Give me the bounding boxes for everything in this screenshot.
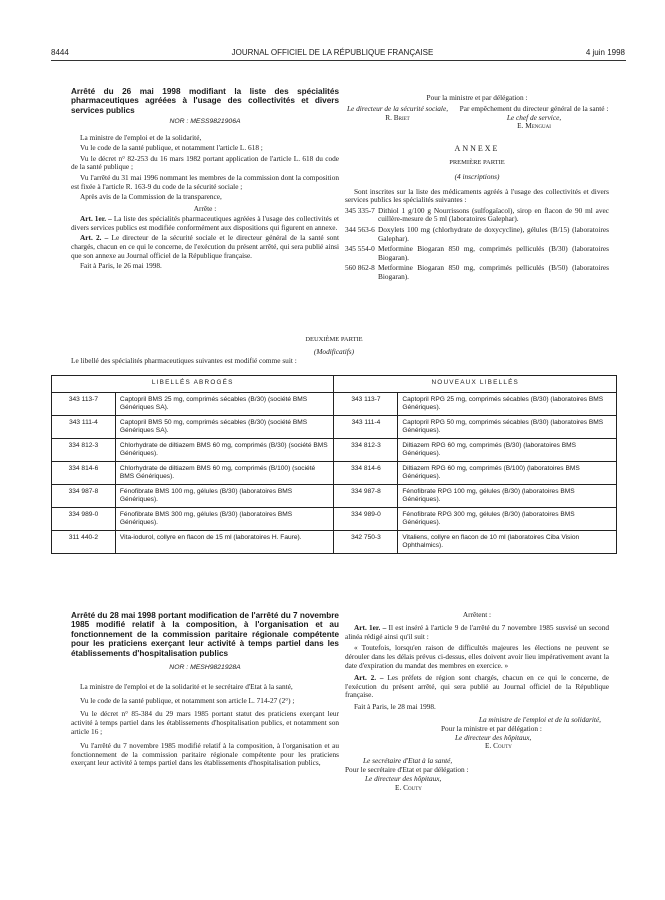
- sig1-intro: Pour la ministre et par délégation :: [426, 93, 528, 102]
- old-label-cell: Vita-iodurol, collyre en flacon de 15 ml (laboratoires H. Faure).: [115, 531, 334, 554]
- sig1-block: [345, 105, 609, 131]
- old-label-cell: Captopril BMS 25 mg, comprimés sécables (B/30) (société BMS Génériques SA).: [115, 393, 334, 416]
- new-code-cell: 343 111-4: [334, 416, 398, 439]
- annexe-title: ANNEXE: [454, 144, 500, 154]
- new-code-cell: 334 987-8: [334, 485, 398, 508]
- new-label-cell: Vitaliens, collyre en flacon de 10 ml (laboratoires Ciba Vision Ophthalmics).: [398, 531, 617, 554]
- arrete-1-title: Arrêté du 26 mai 1998 modifiant la liste des spécialités pharmaceutiques agréées à l'usage des collectivités et divers services publics: [71, 87, 339, 115]
- list-item: 345 554-0 Metformine Biogaran 850 mg, comprimés pelliculés (B/30) (laboratoires Biogaran).: [345, 243, 609, 262]
- art1-label: Art. 1er. –: [354, 622, 387, 632]
- new-label-cell: Captopril RPG 50 mg, comprimés sécables (B/30) (laboratoires BMS Génériques).: [398, 416, 617, 439]
- annexe-part2: DEUXIÈME PARTIE: [305, 336, 363, 343]
- annexe-part1-sub: (4 inscriptions): [454, 171, 500, 181]
- arrete-28-mai: [71, 611, 339, 770]
- arrete-2-quote: « Toutefois, lorsqu'en raison de difficultés majeures les élections ne peuvent se dérouler dans les délais prévus ci-dessus, elles doivent avoir lieu impérativement avant la date d'expiration du mandat des membres en exercice. »: [345, 643, 609, 670]
- arrete-1-art2: [71, 234, 339, 260]
- header-rule: [51, 60, 626, 61]
- arrete-1-art1: [71, 215, 339, 233]
- old-code-cell: 343 113-7: [52, 393, 116, 416]
- new-label-cell: Fénofibrate RPG 100 mg, gélules (B/30) (laboratoires BMS Génériques).: [398, 485, 617, 508]
- arrete-2-articles: [345, 611, 609, 792]
- arrete-2-art2: [345, 674, 609, 700]
- sig2-minister-deleg: [345, 725, 609, 751]
- arrete-1-para: Vu le code de la santé publique, et notamment l'article L. 618 ;: [80, 143, 263, 153]
- annexe-intro: Sont inscrites sur la liste des médicaments agréés à l'usage des collectivités et divers services publics les spécialités suivantes :: [345, 186, 609, 205]
- page-number: 8444: [51, 48, 69, 57]
- sig2-l1: La ministre de l'emploi et de la solidarité,: [478, 714, 601, 724]
- art2-label: Art. 2. –: [354, 672, 384, 682]
- arrete-1-para: La ministre de l'emploi et de la solidarité,: [80, 133, 202, 143]
- table-row: [52, 485, 617, 508]
- list-item: 560 862-8 Metformine Biogaran 850 mg, comprimés pelliculés (B/50) (laboratoires Biogaran).: [345, 262, 609, 281]
- arrete-26-mai: [71, 87, 339, 273]
- table-row: [52, 439, 617, 462]
- arrete-1-para: Vu le décret n° 82-253 du 16 mars 1982 portant application de l'article L. 618 du code de la santé publique ;: [71, 153, 339, 172]
- annexe-column: [345, 94, 609, 283]
- old-code-cell: 334 812-3: [52, 439, 116, 462]
- arrete-1-arrete: Arrête :: [193, 203, 217, 213]
- art2-text: Le directeur de la sécurité sociale et le directeur général de la santé sont chargés, chacun en ce qui le concerne, de l'exécution du présent arrêté, qui sera publié ainsi que son annexe au Journal officiel de la République française.: [71, 233, 339, 261]
- arrete-2-para: La ministre de l'emploi et de la solidarité et le secrétaire d'Etat à la santé,: [80, 681, 293, 691]
- new-code-cell: 334 812-3: [334, 439, 398, 462]
- new-code-cell: 334 989-0: [334, 508, 398, 531]
- art1-label: Art. 1er. –: [80, 214, 112, 224]
- table-row: [52, 508, 617, 531]
- sig1-right-name: E. Menguai: [517, 121, 551, 131]
- arrete-2-para: Vu l'arrêté du 7 novembre 1985 modifié relatif à la composition, à l'organisation et au fonctionnement de la commission paritaire régionale compétente pour les praticiens exerçant leur activité à temps partiel dans les établissements d'hospitalisation publics,: [71, 740, 339, 768]
- journal-title: JOURNAL OFFICIEL DE LA RÉPUBLIQUE FRANÇAISE: [231, 48, 434, 57]
- art2-text: Les préfets de région sont chargés, chacun en ce qui le concerne, de l'exécution du présent arrêté, qui sera publié au Journal officiel de la République française.: [345, 672, 609, 700]
- table-row: [52, 462, 617, 485]
- new-label-cell: Fénofibrate RPG 300 mg, gélules (B/30) (laboratoires BMS Génériques).: [398, 508, 617, 531]
- new-label-cell: Diltiazem RPG 60 mg, comprimés (B/100) (laboratoires BMS Génériques).: [398, 462, 617, 485]
- old-code-cell: 311 440-2: [52, 531, 116, 554]
- arrete-2-arretent: Arrêtent :: [462, 610, 492, 619]
- arrete-2-art1: [345, 624, 609, 642]
- old-code-cell: 343 111-4: [52, 416, 116, 439]
- old-code-cell: 334 814-6: [52, 462, 116, 485]
- modifications-table: [51, 375, 617, 554]
- old-label-cell: Fénofibrate BMS 100 mg, gélules (B/30) (laboratoires BMS Génériques).: [115, 485, 334, 508]
- arrete-1-nor: NOR : MESS9821906A: [169, 118, 241, 126]
- annexe-part2-sub: (Modificatifs): [313, 346, 355, 356]
- old-code-cell: 334 989-0: [52, 508, 116, 531]
- arrete-2-para: Vu le code de la santé publique, et notamment son article L. 714-27 (2°) ;: [80, 695, 295, 705]
- new-label-cell: Diltiazem RPG 60 mg, comprimés (B/30) (laboratoires BMS Génériques).: [398, 439, 617, 462]
- sig2-l4: E. Couty: [485, 741, 512, 751]
- old-label-cell: Captopril BMS 50 mg, comprimés sécables (B/30) (société BMS Génériques SA).: [115, 416, 334, 439]
- arrete-1-fait: Fait à Paris, le 26 mai 1998.: [80, 261, 162, 271]
- list-item: 344 563-6 Doxylets 100 mg (chlorhydrate de doxycycline), gélules (B/15) (laboratoires Galephar).: [345, 224, 609, 243]
- annexe-part2-intro: Le libellé des spécialités pharmaceutiques suivantes est modifié comme suit :: [71, 355, 297, 365]
- sig1-right-title: Par empêchement du directeur général de la santé :: [459, 103, 609, 113]
- arrete-1-para: Après avis de la Commission de la transparence,: [80, 191, 222, 201]
- arrete-2-title: Arrêté du 28 mai 1998 portant modification de l'arrêté du 7 novembre 1985 modifié relatif à la composition, à l'organisation et au fonctionnement de la commission paritaire régionale compétente pour les praticiens exerçant leur activité à temps partiel dans les établissements d'hospitalisation publics: [71, 611, 339, 658]
- new-label-cell: Captopril RPG 25 mg, comprimés sécables (B/30) (laboratoires BMS Génériques).: [398, 393, 617, 416]
- art1-text: Il est inséré à l'article 9 de l'arrêté du 7 novembre 1985 susvisé un second alinéa rédigé ainsi qu'il suit :: [345, 622, 610, 641]
- annexe-part1: PREMIÈRE PARTIE: [449, 158, 505, 166]
- old-label-cell: Chlorhydrate de diltiazem BMS 60 mg, comprimés (B/30) (société BMS Génériques).: [115, 439, 334, 462]
- sig1-left-title: Le directeur de la sécurité sociale,: [346, 103, 449, 113]
- sig2-l2: Pour la ministre et par délégation :: [441, 723, 542, 733]
- arrete-2-nor: NOR : MESH9821928A: [169, 664, 241, 672]
- table-row: [52, 531, 617, 554]
- old-code-cell: 334 987-8: [52, 485, 116, 508]
- arrete-2-fait: Fait à Paris, le 28 mai 1998.: [354, 702, 436, 712]
- table-row: [52, 416, 617, 439]
- arrete-1-para: Vu l'arrêté du 31 mai 1996 nommant les membres de la commission dont la composition est fixée à l'article R. 163-9 du code de la sécurité sociale ;: [71, 172, 339, 191]
- list-item: 345 335-7 Dithiol 1 g/100 g Nourrissons (sulfogaïacol), sirop en flacon de 90 ml avec cuillère-mesure de 5 ml (laboratoires Galephar).: [345, 205, 609, 224]
- new-code-cell: 342 750-3: [334, 531, 398, 554]
- col-header-new: NOUVEAUX LIBELLÉS: [334, 376, 617, 393]
- table-row: [52, 393, 617, 416]
- sig2-l6: Pour le secrétaire d'Etat et par délégation :: [345, 764, 469, 774]
- new-code-cell: 334 814-6: [334, 462, 398, 485]
- old-label-cell: Chlorhydrate de diltiazem BMS 60 mg, comprimés (B/100) (société BMS Génériques).: [115, 462, 334, 485]
- arrete-2-para: Vu le décret n° 85-384 du 29 mars 1985 portant statut des praticiens exerçant leur activité à temps partiel dans les établissements d'hospitalisation publics, et notamment son article 16 ;: [71, 709, 339, 737]
- sig2-secretary: [345, 757, 609, 792]
- sig1-left-name: R. Briet: [385, 112, 410, 122]
- art1-text: La liste des spécialités pharmaceutiques agréées à l'usage des collectivités et divers services publics est modifiée conformément aux dispositions qui figurent en annexe.: [71, 214, 339, 233]
- old-label-cell: Fénofibrate BMS 300 mg, gélules (B/30) (laboratoires BMS Génériques).: [115, 508, 334, 531]
- art2-label: Art. 2. –: [80, 233, 109, 243]
- sig2-l5: Le secrétaire d'Etat à la santé,: [363, 756, 453, 766]
- new-code-cell: 343 113-7: [334, 393, 398, 416]
- sig2-l7: Le directeur des hôpitaux,: [365, 773, 442, 783]
- col-header-old: LIBELLÉS ABROGÉS: [52, 376, 334, 393]
- deuxieme-partie: [51, 336, 617, 365]
- sig2-l8: E. Couty: [395, 782, 422, 792]
- sig1-right-sub: Le chef de service,: [506, 112, 562, 122]
- sig2-l3: Le directeur des hôpitaux,: [455, 732, 532, 742]
- issue-date: 4 juin 1998: [585, 48, 625, 57]
